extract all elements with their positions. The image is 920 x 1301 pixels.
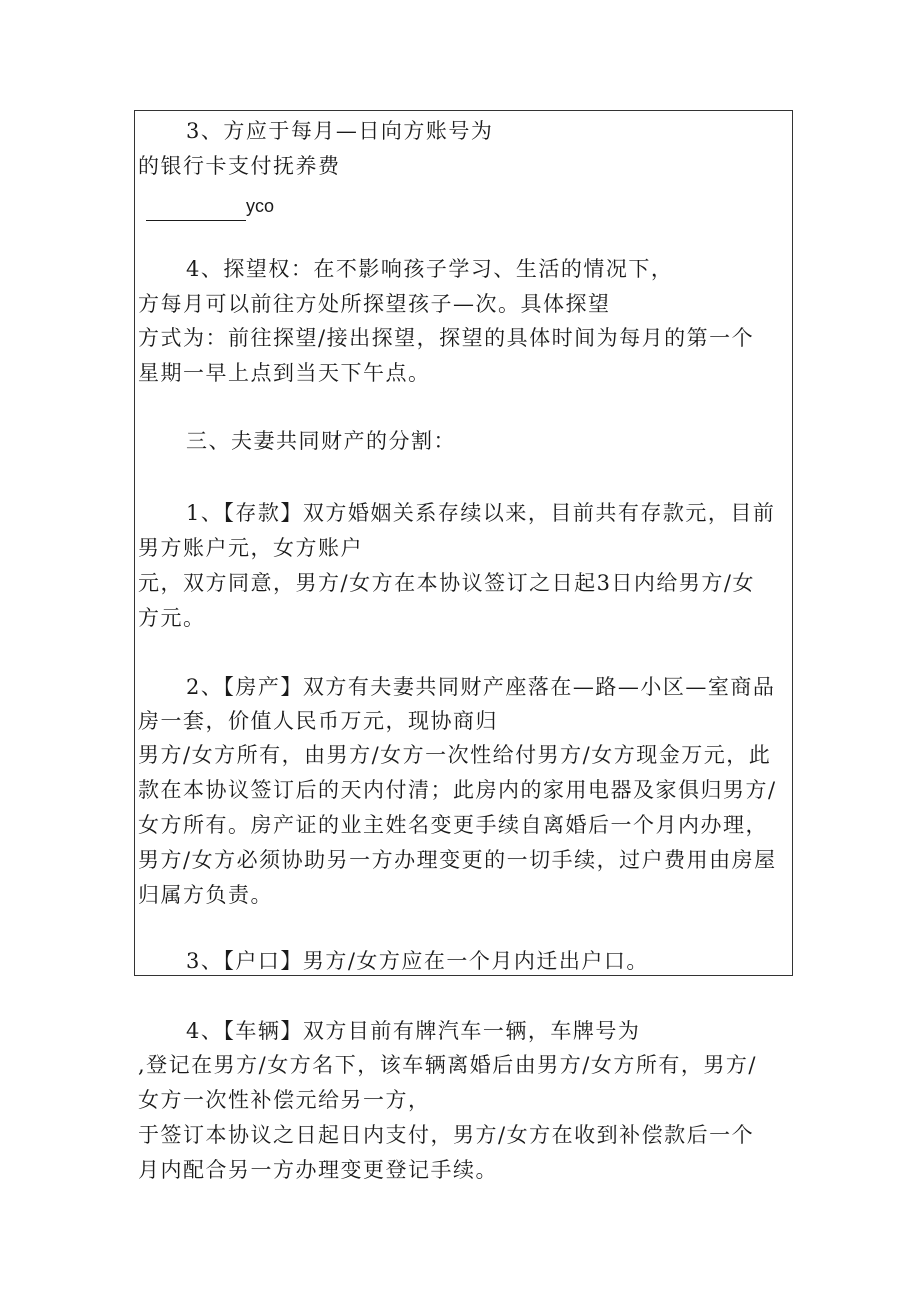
vehicle-line-5: 月内配合另一方办理变更登记手续。 [138,1158,498,1182]
house-line-2: 房一套，价值人民币万元，现协商归 [138,709,498,733]
vehicle-line-1: 4、【车辆】双方目前有牌汽车一辆，车牌号为 [186,1019,641,1043]
section-heading-property: 三、夫妻共同财产的分割： [186,429,456,453]
house-line-5: 女方所有。房产证的业主姓名变更手续自离婚后一个月内办理， [138,813,768,837]
visitation-line-1: 4、探望权：在不影响孩子学习、生活的情况下， [186,257,674,281]
house-line-7: 归属方负责。 [138,883,273,907]
visitation-line-3: 方式为：前往探望/接出探望，探望的具体时间为每月的第一个 [138,326,755,350]
child-support-line-1: 3、方应于每月—日向方账号为 [186,119,494,143]
house-line-6: 男方/女方必须协助另一方办理变更的一切手续，过户费用由房屋 [138,848,777,872]
house-line-4: 款在本协议签订后的天内付清；此房内的家用电器及家俱归男方/ [138,778,777,802]
visitation-line-4: 星期一早上点到当天下午点。 [138,361,431,385]
house-line-1: 2、【房产】双方有夫妻共同财产座落在—路—小区—室商品 [186,675,776,699]
child-support-line-3 [138,190,274,221]
vehicle-line-4: 于签订本协议之日起日内支付，男方/女方在收到补偿款后一个 [138,1123,755,1147]
vehicle-line-2: ,登记在男方/女方名下，该车辆离婚后由男方/女方所有，男方/ [138,1053,757,1077]
blank-suffix: yco [246,196,275,216]
vehicle-line-3: 女方一次性补偿元给另一方， [138,1088,431,1112]
hukou-line-1: 3、【户口】男方/女方应在一个月内迁出户口。 [186,949,649,973]
savings-line-4: 方元。 [138,606,206,630]
visitation-line-2: 方每月可以前往方处所探望孩子—次。具体探望 [138,292,611,316]
savings-line-1: 1、【存款】双方婚姻关系存续以来，目前共有存款元，目前 [186,501,776,525]
house-line-3: 男方/女方所有，由男方/女方一次性给付男方/女方现金万元，此 [138,743,772,767]
savings-line-3: 元，双方同意，男方/女方在本协议签订之日起3日内给男方/女 [138,571,756,595]
blank-underline [146,200,246,221]
child-support-line-2: 的银行卡支付抚养费 [138,154,341,178]
savings-line-2: 男方账户元，女方账户 [138,536,363,560]
